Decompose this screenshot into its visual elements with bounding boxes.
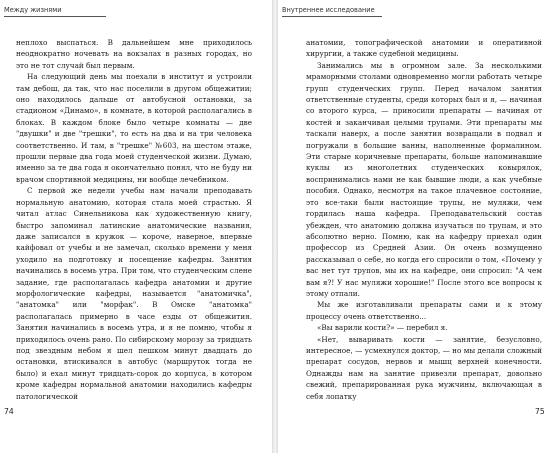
paragraph: «Вы варили кости?» — перебил я.	[317, 323, 448, 333]
running-head-right: Внутреннее исследование	[282, 6, 382, 17]
left-page-body	[16, 37, 252, 402]
paragraph: На следующий день мы поехали в институт и устроили там дебош, да так, что нас поселили в другом общежитии; оно находилось дальше от автобусной остановки, за стадионом «Динамо», в комнате, в которой располагались в блоках. В каждом блоке было четыре комнаты — две "двушки" и две "трешки", то есть на два и на три человека соответственно. И там, в "трешке" №603, на шестом этаже, прошли первые два года моей студенческой жизни. Думаю, именно за те два года я окончательно понял, что не буду ни врачом спортивной медицины, ни вообще лечебником.	[16, 72, 252, 184]
left-page	[0, 0, 272, 453]
running-head-left: Между жизнями	[4, 6, 106, 17]
paragraph: С первой же недели учебы нам начали преподавать нормальную анатомию, которая стала моей страстью. Я читал атлас Синельникова как художественную книгу, быстро запоминал латинские анатомические названия, даже записался в кружок — короче, наверное, впервые кайфовал от учебы и не замечал, сколько времени у меня уходило на подготовку и посещение кафедры. Занятия начинались в восемь утра. При том, что студенческим слене задание, где располагалась кафедра анатомии и другие морфологические кафедры, называется "анатомичка", "анатомка" или "морфак". В Омске "анатомка" располагалась примерно в часе езды от общежития. Занятия начинались в восемь утра, и я не помню, чтобы я приходилось очень рано. По сибирскому морозу за тридцать под звездным небом я шел пешком минут двадцать до остановки, втискивался в автобус (маршруток тогда не было) и ехал минут тридцать-сорок до корпуса, в котором кроме кафедры нормальной анатомии находились кафедры патологической	[16, 186, 252, 401]
paragraph: анатомии, топографической анатомии и оперативной хирургии, а также судебной медицины.	[306, 38, 542, 59]
paragraph: неплохо выспаться. В дальнейшем мне приходилось неоднократно ночевать на вокзалах в разных городах, но это не тот случай был первым.	[16, 38, 252, 70]
paragraph: Мы же изготавливали препараты сами и к этому процессу очень ответственно...	[306, 300, 542, 321]
page-number-right: 75	[535, 407, 545, 416]
paragraph: Занимались мы в огромном зале. За несколькими мраморными столами одновременно могли работать четыре групп студенческих групп. Перед началом занятия ответственные студенты, среди которых был и я, — начиная со второго курса, — приносили препараты — начиная от костей и заканчивая целыми трупами. Эти препараты мы таскали наверх, а после занятия возвращали в подвал и погружали в большие ванны, наполненные формалином. Эти старые коричневые препараты, больше напоминавшие куклы из многолетних студенческих ковырялок, воспринимались нами не как бывшие люди, а как учебные пособия. Однако, несмотря на такое плачевное состояние, это все-таки были настоящие трупы, не муляжи, чем гордилась наша кафедра. Преподавательский состав убежден, что анатомию должна изучаться по трупам, и это абсолютно верно. Помню, как на кафедру приехал один профессор из Средней Азии. Он очень возмущенно рассказывал о себе, но когда его спросили о том, «Почему у вас нет тут трупов, мы их на кафедре, они спросил: "А чем вам я?! У нас муляжи хорошие!" После этого все вопросы к этому отпали.	[306, 60, 542, 298]
paragraph: «Нет, вываривать кости — занятие, безусловно, интересное, — усмехнулся доктор, — но мы делали сложный препарат сосудов, нервов и мышц верхней конечности. Однажды нам на занятие привезли препарат, довольно свежий, препарированная рука мужчины, включающая в себя лопатку	[306, 334, 542, 401]
page-number-left: 74	[4, 407, 14, 416]
right-page	[278, 0, 550, 453]
right-page-body	[306, 37, 542, 402]
